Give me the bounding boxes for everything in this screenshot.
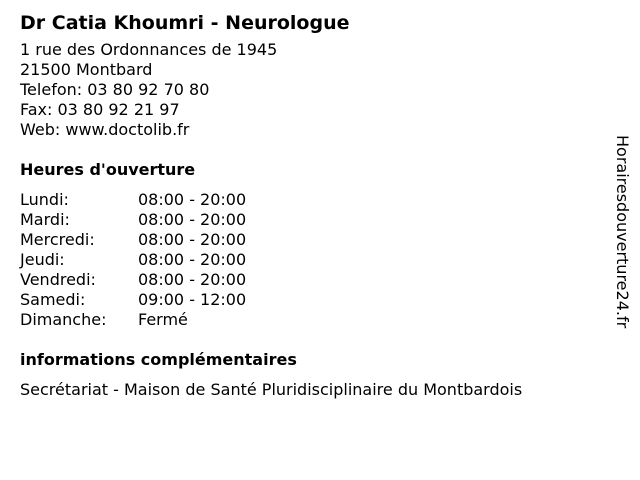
- hours-value: 08:00 - 20:00: [138, 270, 247, 289]
- additional-info-heading: informations complémentaires: [20, 350, 297, 369]
- day-label: Lundi:: [20, 190, 69, 209]
- hours-row-friday: [20, 270, 600, 290]
- opening-hours-table: [20, 190, 600, 330]
- hours-value: 09:00 - 12:00: [138, 290, 247, 309]
- day-label: Dimanche:: [20, 310, 107, 329]
- day-label: Mercredi:: [20, 230, 95, 249]
- hours-value: Fermé: [138, 310, 188, 329]
- website-link[interactable]: Web: www.doctolib.fr: [20, 120, 190, 139]
- opening-hours-heading: Heures d'ouverture: [20, 160, 196, 179]
- day-label: Jeudi:: [20, 250, 65, 269]
- site-brand-vertical[interactable]: Horairesdouverture24.fr: [613, 135, 632, 329]
- hours-value: 08:00 - 20:00: [138, 230, 247, 249]
- additional-info-text: Secrétariat - Maison de Santé Pluridisciplinaire du Montbardois: [20, 380, 523, 399]
- day-label: Mardi:: [20, 210, 70, 229]
- hours-value: 08:00 - 20:00: [138, 210, 247, 229]
- hours-row-saturday: [20, 290, 600, 310]
- hours-row-monday: [20, 190, 600, 210]
- business-card: [20, 9, 600, 400]
- fax-number: Fax: 03 80 92 21 97: [20, 100, 180, 119]
- hours-value: 08:00 - 20:00: [138, 190, 247, 209]
- street-address: 1 rue des Ordonnances de 1945: [20, 40, 278, 59]
- day-label: Vendredi:: [20, 270, 96, 289]
- hours-row-sunday: [20, 310, 600, 330]
- hours-value: 08:00 - 20:00: [138, 250, 247, 269]
- day-label: Samedi:: [20, 290, 86, 309]
- phone-number[interactable]: Telefon: 03 80 92 70 80: [20, 80, 210, 99]
- page-title: Dr Catia Khoumri - Neurologue: [20, 12, 350, 34]
- city-postcode: 21500 Montbard: [20, 60, 153, 79]
- contact-block: [20, 40, 600, 140]
- hours-row-tuesday: [20, 210, 600, 230]
- hours-row-wednesday: [20, 230, 600, 250]
- hours-row-thursday: [20, 250, 600, 270]
